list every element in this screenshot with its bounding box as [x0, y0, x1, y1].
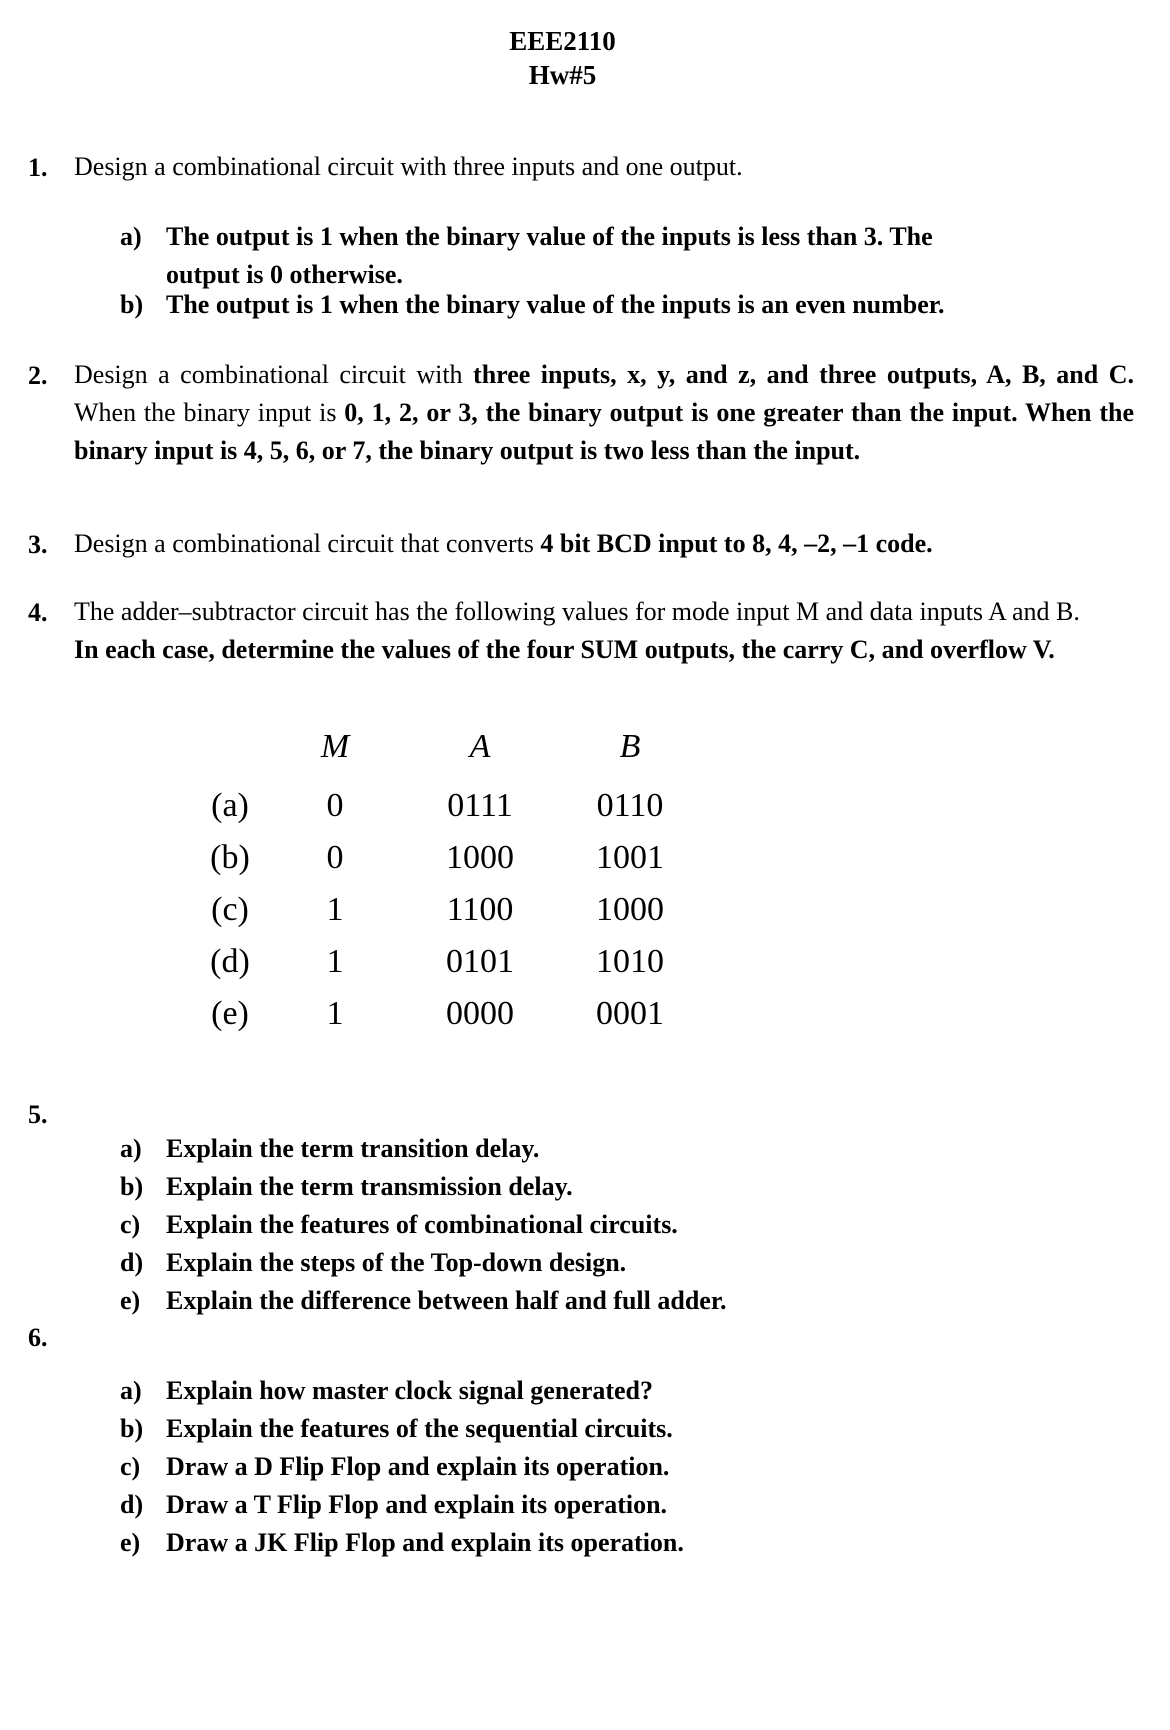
- table-row-a: 1000: [446, 839, 514, 876]
- table-row-case: (a): [211, 787, 249, 824]
- question-2-number: 2.: [28, 361, 48, 390]
- part-label: a): [120, 1376, 142, 1405]
- part-text-line-1: The output is 1 when the binary value of the inputs is less than 3. The: [166, 222, 933, 251]
- table-row-case: (e): [211, 995, 249, 1032]
- q4-plain-1: The adder–subtractor circuit has the following values for mode input M and data inputs A and B.: [74, 597, 1080, 626]
- table-header-a: A: [469, 728, 491, 765]
- part-text: Explain the features of the sequential circuits.: [166, 1414, 673, 1443]
- q2-bold-2: 0, 1, 2, or 3, the binary output is one greater than the input. When the binary input is 4, 5, 6, or 7, the binary output is two less than the input.: [74, 398, 1134, 465]
- part-label: d): [120, 1490, 144, 1519]
- part-label: c): [120, 1210, 141, 1239]
- table-row-m: 1: [326, 995, 344, 1032]
- question-1-part-a: [120, 218, 1090, 294]
- part-label: a): [120, 222, 142, 251]
- part-label: b): [120, 290, 144, 319]
- table-row-m: 1: [326, 943, 344, 980]
- q4-bold-1: In each case, determine the values of the four SUM outputs, the carry C, and overflow V.: [74, 635, 1055, 664]
- question-6-part-e: [120, 1524, 1090, 1562]
- question-4-number: 4.: [28, 598, 48, 627]
- table-row-b: 1001: [596, 839, 664, 876]
- question-6-number: 6.: [28, 1323, 48, 1352]
- table-row-a: 0111: [447, 787, 513, 824]
- part-text: Explain how master clock signal generated?: [166, 1376, 654, 1405]
- part-label: e): [120, 1286, 141, 1315]
- part-label: d): [120, 1248, 144, 1277]
- table-row-b: 0001: [596, 995, 664, 1032]
- question-5-part-d: [120, 1244, 1090, 1282]
- question-5-part-a: [120, 1130, 1090, 1168]
- part-label: e): [120, 1528, 141, 1557]
- part-text: Explain the term transition delay.: [166, 1134, 540, 1163]
- table-row-a: 0000: [446, 995, 514, 1032]
- table-row-case: (d): [210, 943, 250, 980]
- part-text: Draw a T Flip Flop and explain its operation.: [166, 1490, 668, 1519]
- q3-bold-1: 4 bit BCD input to 8, 4, –2, –1 code.: [540, 529, 933, 558]
- table-header-b: B: [619, 728, 641, 765]
- part-text: Explain the steps of the Top-down design.: [166, 1248, 627, 1277]
- part-label: c): [120, 1452, 141, 1481]
- table-row-b: 1000: [596, 891, 664, 928]
- table-row-b: 0110: [596, 787, 664, 824]
- table-row-m: 0: [326, 839, 344, 876]
- question-3-text: [74, 525, 1134, 563]
- part-text: Explain the difference between half and full adder.: [166, 1286, 727, 1315]
- question-6-part-b: [120, 1410, 1090, 1448]
- part-text: The output is 1 when the binary value of the inputs is an even number.: [166, 290, 945, 319]
- q3-plain-1: Design a combinational circuit that converts: [74, 529, 541, 558]
- table-row-case: (b): [210, 839, 250, 876]
- course-code: EEE2110: [509, 26, 616, 56]
- question-5-part-e: [120, 1282, 1090, 1320]
- q2-bold-1: three inputs, x, y, and z, and three outputs, A, B, and C.: [473, 360, 1134, 389]
- table-header-m: M: [320, 728, 350, 765]
- question-3-number: 3.: [28, 530, 48, 559]
- q2-plain-2: When the binary input is: [74, 398, 345, 427]
- part-label: a): [120, 1134, 142, 1163]
- part-text: Explain the features of combinational circuits.: [166, 1210, 678, 1239]
- part-text-line-2: output is 0 otherwise.: [166, 260, 403, 289]
- question-6-part-c: [120, 1448, 1090, 1486]
- table-row-m: 1: [326, 891, 344, 928]
- question-1-number: 1.: [28, 153, 48, 182]
- table-row-m: 0: [326, 787, 344, 824]
- question-6-parts: [120, 1372, 1090, 1562]
- table-row-case: (c): [211, 891, 249, 928]
- question-5-part-b: [120, 1168, 1090, 1206]
- question-4-text: [74, 593, 1104, 669]
- part-label: b): [120, 1172, 144, 1201]
- question-1-text: Design a combinational circuit with three inputs and one output.: [74, 152, 743, 181]
- part-text: Draw a JK Flip Flop and explain its operation.: [166, 1528, 684, 1557]
- part-label: b): [120, 1414, 144, 1443]
- question-5-number: 5.: [28, 1100, 48, 1129]
- question-5-part-c: [120, 1206, 1090, 1244]
- question-2-text: [74, 356, 1134, 470]
- assignment-title: Hw#5: [528, 60, 597, 90]
- question-5-parts: [120, 1130, 1090, 1320]
- question-1-part-b: [120, 286, 1090, 324]
- question-6-part-d: [120, 1486, 1090, 1524]
- part-text: Draw a D Flip Flop and explain its operation.: [166, 1452, 670, 1481]
- part-text: Explain the term transmission delay.: [166, 1172, 573, 1201]
- table-row-a: 1100: [446, 891, 514, 928]
- q2-plain-1: Design a combinational circuit with: [74, 360, 474, 389]
- table-row-b: 1010: [596, 943, 664, 980]
- question-6-part-a: [120, 1372, 1090, 1410]
- table-row-a: 0101: [446, 943, 514, 980]
